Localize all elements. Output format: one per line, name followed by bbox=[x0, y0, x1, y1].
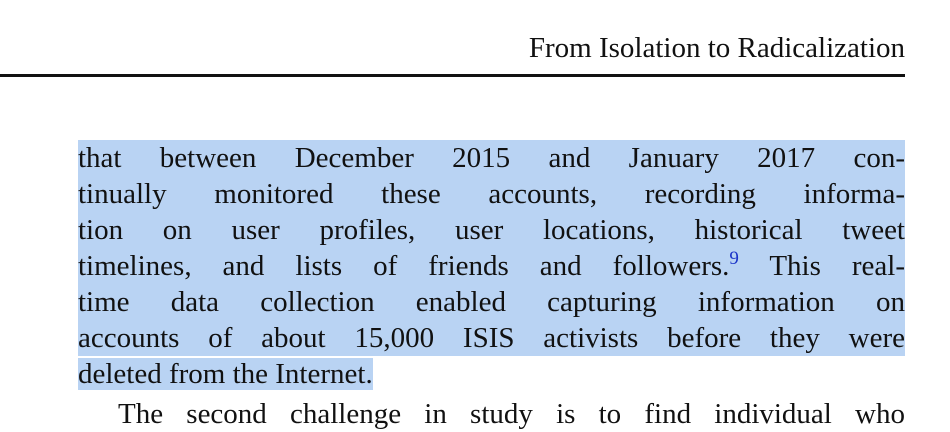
footnote-link[interactable]: 9 bbox=[729, 248, 739, 269]
next-paragraph-line[interactable]: The second challenge in study is to find individual who bbox=[118, 398, 905, 430]
text-segment: timelines, and lists of friends and followers. bbox=[78, 250, 730, 282]
selected-text-line[interactable]: accounts of about 15,000 ISIS activists before they were bbox=[78, 322, 905, 354]
header-rule bbox=[0, 74, 905, 77]
selected-text-line[interactable] bbox=[78, 356, 373, 392]
selected-text-segment: deleted from the Internet. bbox=[78, 358, 373, 390]
selected-text-line[interactable]: that between December 2015 and January 2017 con- bbox=[78, 142, 905, 174]
running-head: From Isolation to Radicalization bbox=[528, 32, 905, 64]
selected-text-line[interactable]: time data collection enabled capturing information on bbox=[78, 286, 905, 318]
selected-text-line[interactable]: tion on user profiles, user locations, historical tweet bbox=[78, 214, 905, 246]
selected-text-line[interactable] bbox=[78, 248, 905, 284]
selected-text-line[interactable]: tinually monitored these accounts, recording informa- bbox=[78, 178, 905, 210]
text-segment: This real- bbox=[738, 250, 905, 282]
